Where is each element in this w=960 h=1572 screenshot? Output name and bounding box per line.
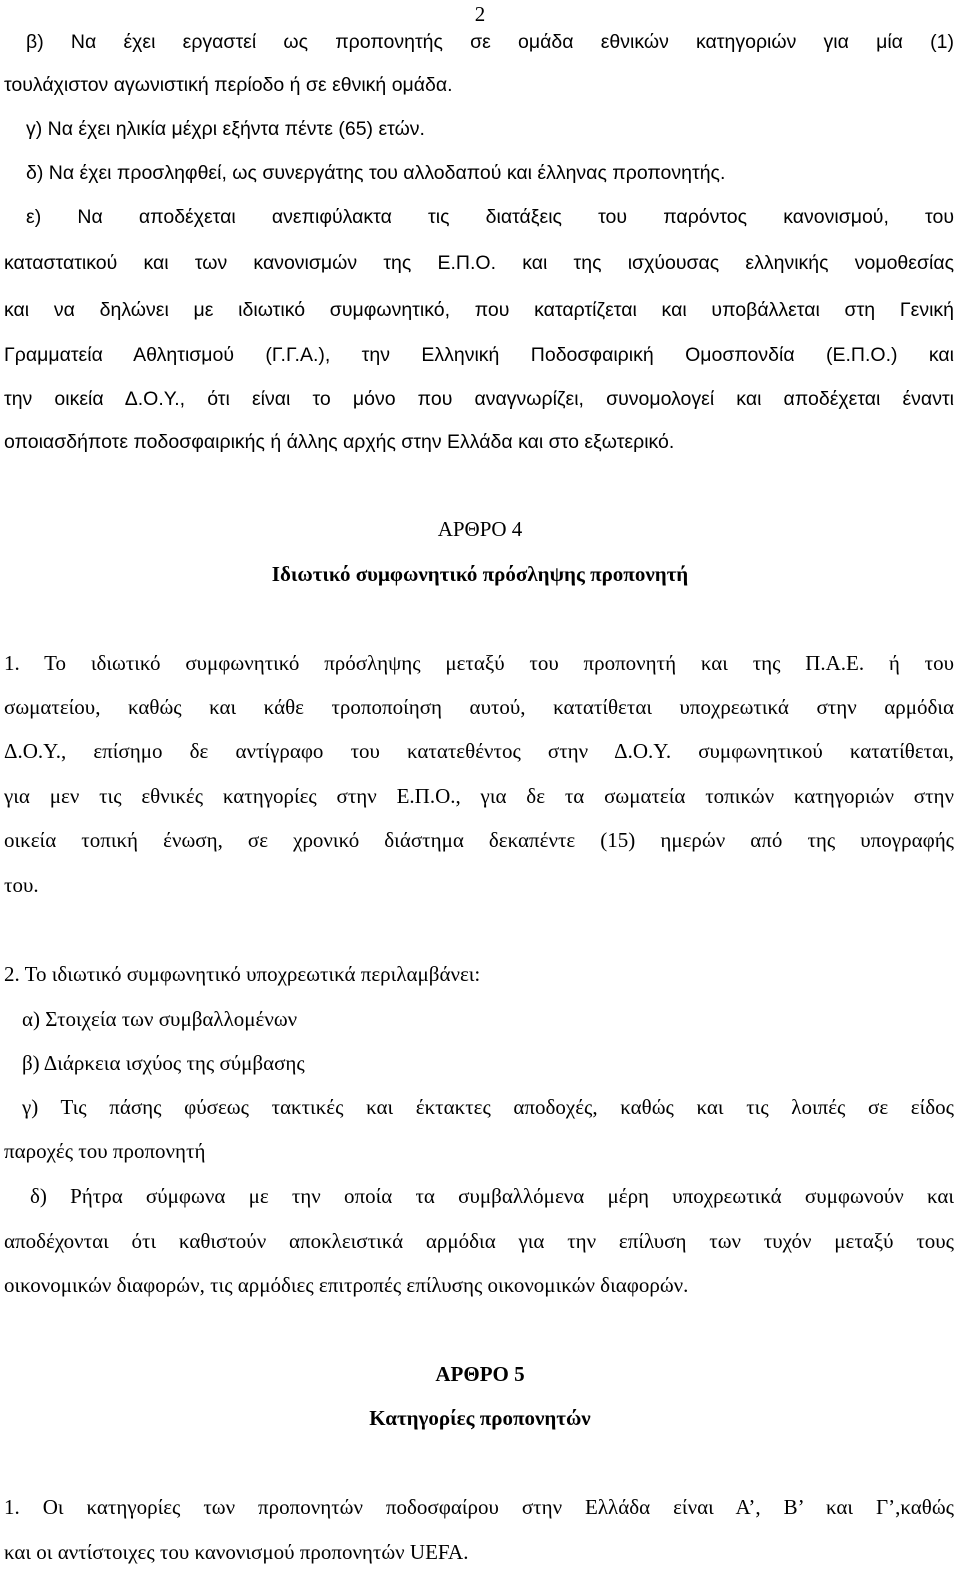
text-line: παροχές του προπονητή (4, 1139, 206, 1163)
text-line: β) Να έχει εργαστεί ως προπονητής σε ομάδα εθνικών κατηγοριών για μία (1) (26, 31, 954, 53)
article-5-title: Κατηγορίες προπονητών (369, 1406, 591, 1430)
list-item: δ) Ρήτρα σύμφωνα με την οποία τα συμβαλλόμενα μέρη υποχρεωτικά συμφωνούν και (30, 1184, 954, 1208)
text-line: 1. Το ιδιωτικό συμφωνητικό πρόσληψης μεταξύ του προπονητή και της Π.Α.Ε. ή του (4, 651, 954, 675)
article-5-heading: ΑΡΘΡΟ 5 (435, 1362, 525, 1386)
text-line: και οι αντίστοιχες του κανονισμού προπονητών UEFA. (4, 1540, 469, 1564)
text-line: και να δηλώνει με ιδιωτικό συμφωνητικό, που καταρτίζεται και υποβάλλεται στη Γενική (4, 299, 954, 321)
list-item: β) Διάρκεια ισχύος της σύμβασης (22, 1051, 305, 1075)
text-line: γ) Να έχει ηλικία μέχρι εξήντα πέντε (65) ετών. (26, 118, 425, 140)
text-line: οποιασδήποτε ποδοσφαιρικής ή άλλης αρχής στην Ελλάδα και στο εξωτερικό. (4, 431, 675, 453)
article-4-title: Ιδιωτικό συμφωνητικό πρόσληψης προπονητή (271, 562, 689, 586)
text-line: Γραμματεία Αθλητισμού (Γ.Γ.Α.), την Ελληνική Ποδοσφαιρική Ομοσπονδία (Ε.Π.Ο.) και (4, 344, 954, 366)
page-number: 2 (474, 2, 486, 26)
article-4-heading: ΑΡΘΡΟ 4 (437, 517, 523, 541)
text-line: οικονομικών διαφορών, τις αρμόδιες επιτροπές επίλυσης οικονομικών διαφορών. (4, 1273, 689, 1297)
text-line: αποδέχονται ότι καθιστούν αποκλειστικά αρμόδια για την επίλυση των τυχόν μεταξύ τους (4, 1229, 954, 1253)
text-line: καταστατικού και των κανονισμών της Ε.Π.Ο. και της ισχύουσας ελληνικής νομοθεσίας (4, 252, 954, 274)
list-item: γ) Τις πάσης φύσεως τακτικές και έκτακτες αποδοχές, καθώς και τις λοιπές σε είδος (22, 1095, 954, 1119)
list-item: α) Στοιχεία των συμβαλλομένων (22, 1007, 298, 1031)
text-line: 1. Οι κατηγορίες των προπονητών ποδοσφαίρου στην Ελλάδα είναι Α’, Β’ και Γ’,καθώς (4, 1495, 954, 1519)
text-line: δ) Να έχει προσληφθεί, ως συνεργάτης του αλλοδαπού και έλληνας προπονητής. (26, 162, 726, 184)
text-line: οικεία τοπική ένωση, σε χρονικό διάστημα δεκαπέντε (15) ημερών από της υπογραφής (4, 828, 954, 852)
text-line: για μεν τις εθνικές κατηγορίες στην Ε.Π.Ο., για δε τα σωματεία τοπικών κατηγοριών στην (4, 784, 954, 808)
text-line: Δ.Ο.Υ., επίσημο δε αντίγραφο του κατατεθέντος στην Δ.Ο.Υ. συμφωνητικού κατατίθεται, (4, 739, 954, 763)
text-line: σωματείου, καθώς και κάθε τροποποίηση αυτού, κατατίθεται υποχρεωτικά στην αρμόδια (4, 695, 954, 719)
text-line: ε) Να αποδέχεται ανεπιφύλακτα τις διατάξεις του παρόντος κανονισμού, του (26, 206, 954, 228)
text-line: τουλάχιστον αγωνιστική περίοδο ή σε εθνική ομάδα. (4, 74, 453, 96)
text-line: την οικεία Δ.Ο.Υ., ότι είναι το μόνο που αναγνωρίζει, συνομολογεί και αποδέχεται έναντι (4, 388, 954, 410)
text-line: 2. Το ιδιωτικό συμφωνητικό υποχρεωτικά περιλαμβάνει: (4, 962, 481, 986)
text-line: του. (4, 873, 39, 897)
